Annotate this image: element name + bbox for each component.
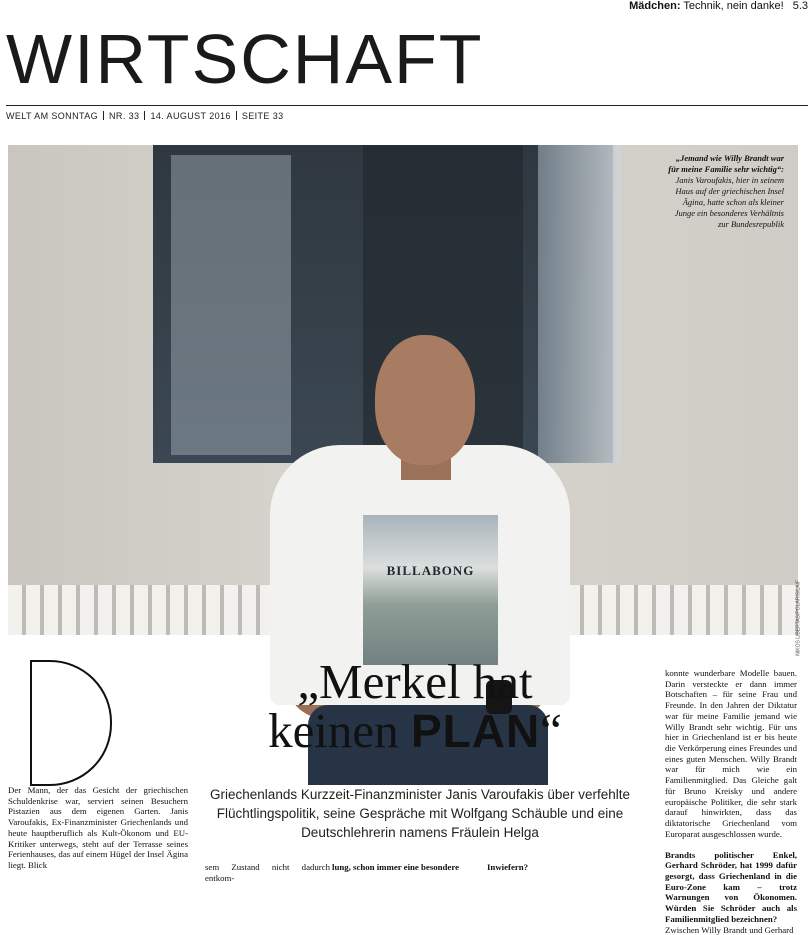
shirt-graphic [363,515,498,665]
issue-number: NR. 33 [109,111,140,121]
separator [236,111,237,120]
caption-quote: „Jemand wie Willy Brandt war für meine Familie sehr wichtig“: [668,153,784,175]
teaser-text: Technik, nein danke! [683,0,784,12]
issue-date: 14. AUGUST 2016 [150,111,231,121]
body-column-5 [665,668,797,935]
photo-window-frame [538,145,620,463]
headline-part: “ [540,703,562,758]
shirt-print-text: BILLABONG [386,563,475,578]
photo-head [375,335,475,465]
body-column-1: Der Mann, der das Gesicht der griechischen Schuldenkrise war, serviert seinen Besuchern Pistazien aus dem eigenen Garten. Janis Varoufakis, Ex-Finanzminister Griechenlands und heute hauptberuflich als Kult-Ökonom und EU-Kritiker unterwegs, steht auf der Terrasse seines Ferienhauses, das auf einem Hügel der Insel Ägina liegt. Blick [8,785,188,871]
headline-emphasis: PLAN [410,705,541,757]
caption-text: Janis Varoufakis, hier in seinem Haus auf der griechischen Insel Ägina, hatte schon als kleiner Junge ein besonderes Verhältnis zur Bundesrepublik [674,175,784,230]
separator [103,111,104,120]
teaser-page: 5.3 [792,0,808,12]
interview-question: Brandts politischer Enkel, Gerhard Schröder, hat 1999 dafür gesorgt, dass Griechenland in die Euro-Zone kam – trotz Warnungen von Ökonomen. Würden Sie Schröder auch als Familienmitglied bezeichnen? [665,849,797,924]
separator [144,111,145,120]
teaser-label: Mädchen: [629,0,681,12]
interview-answer: Zwischen Willy Brandt und Gerhard [665,924,794,935]
column-5-text: konnte wunderbare Modelle bauen. Darin versteckte er dann immer Botschaften – für seine Frau und Freunde. In den Jahren der Diktatur war für meine Familie jemand wie Willy Brandt sehr wichtig. Für uns hier in Griechenland ist er bis heute die Verkörperung eines Freundes und eines guten Menschen. Willy Brandt war für mich wie ein Familienmitglied. Das Gleiche galt für Bruno Kreisky und andere europäische Politiker, die sehr stark darauf hinwirkten, dass das diktatorische Griechenland vom Europarat ausgeschlossen wurde. [665,668,797,839]
drop-cap-d [30,660,112,786]
headline-line-2 [200,703,630,758]
body-column-2: sem Zustand nicht dadurch entkom- [205,862,330,883]
dateline [6,111,284,121]
photo-credit: NIKOS LIBERTAS/POLARIS/LAIF [796,580,802,656]
headline[interactable] [200,654,630,758]
masthead-rule [6,105,808,106]
page-number: SEITE 33 [241,111,284,121]
deck-subtitle: Griechenlands Kurzzeit-Finanzminister Janis Varoufakis über verfehlte Flüchtlingspolitik, seine Gespräche mit Wolfgang Schäuble und eine Deutschlehrerin namens Fräulein Helga [210,787,630,840]
section-masthead: WIRTSCHAFT [6,20,484,98]
body-column-4: Inwiefern? [487,862,529,872]
headline-line-1: „Merkel hat [297,654,533,709]
headline-part: keinen [268,703,411,758]
photo-caption [664,153,784,230]
paper-name: WELT AM SONNTAG [6,111,99,121]
lead-photo [8,145,802,656]
body-column-3: lung, schon immer eine besondere [332,862,459,872]
top-teaser[interactable] [629,0,808,12]
